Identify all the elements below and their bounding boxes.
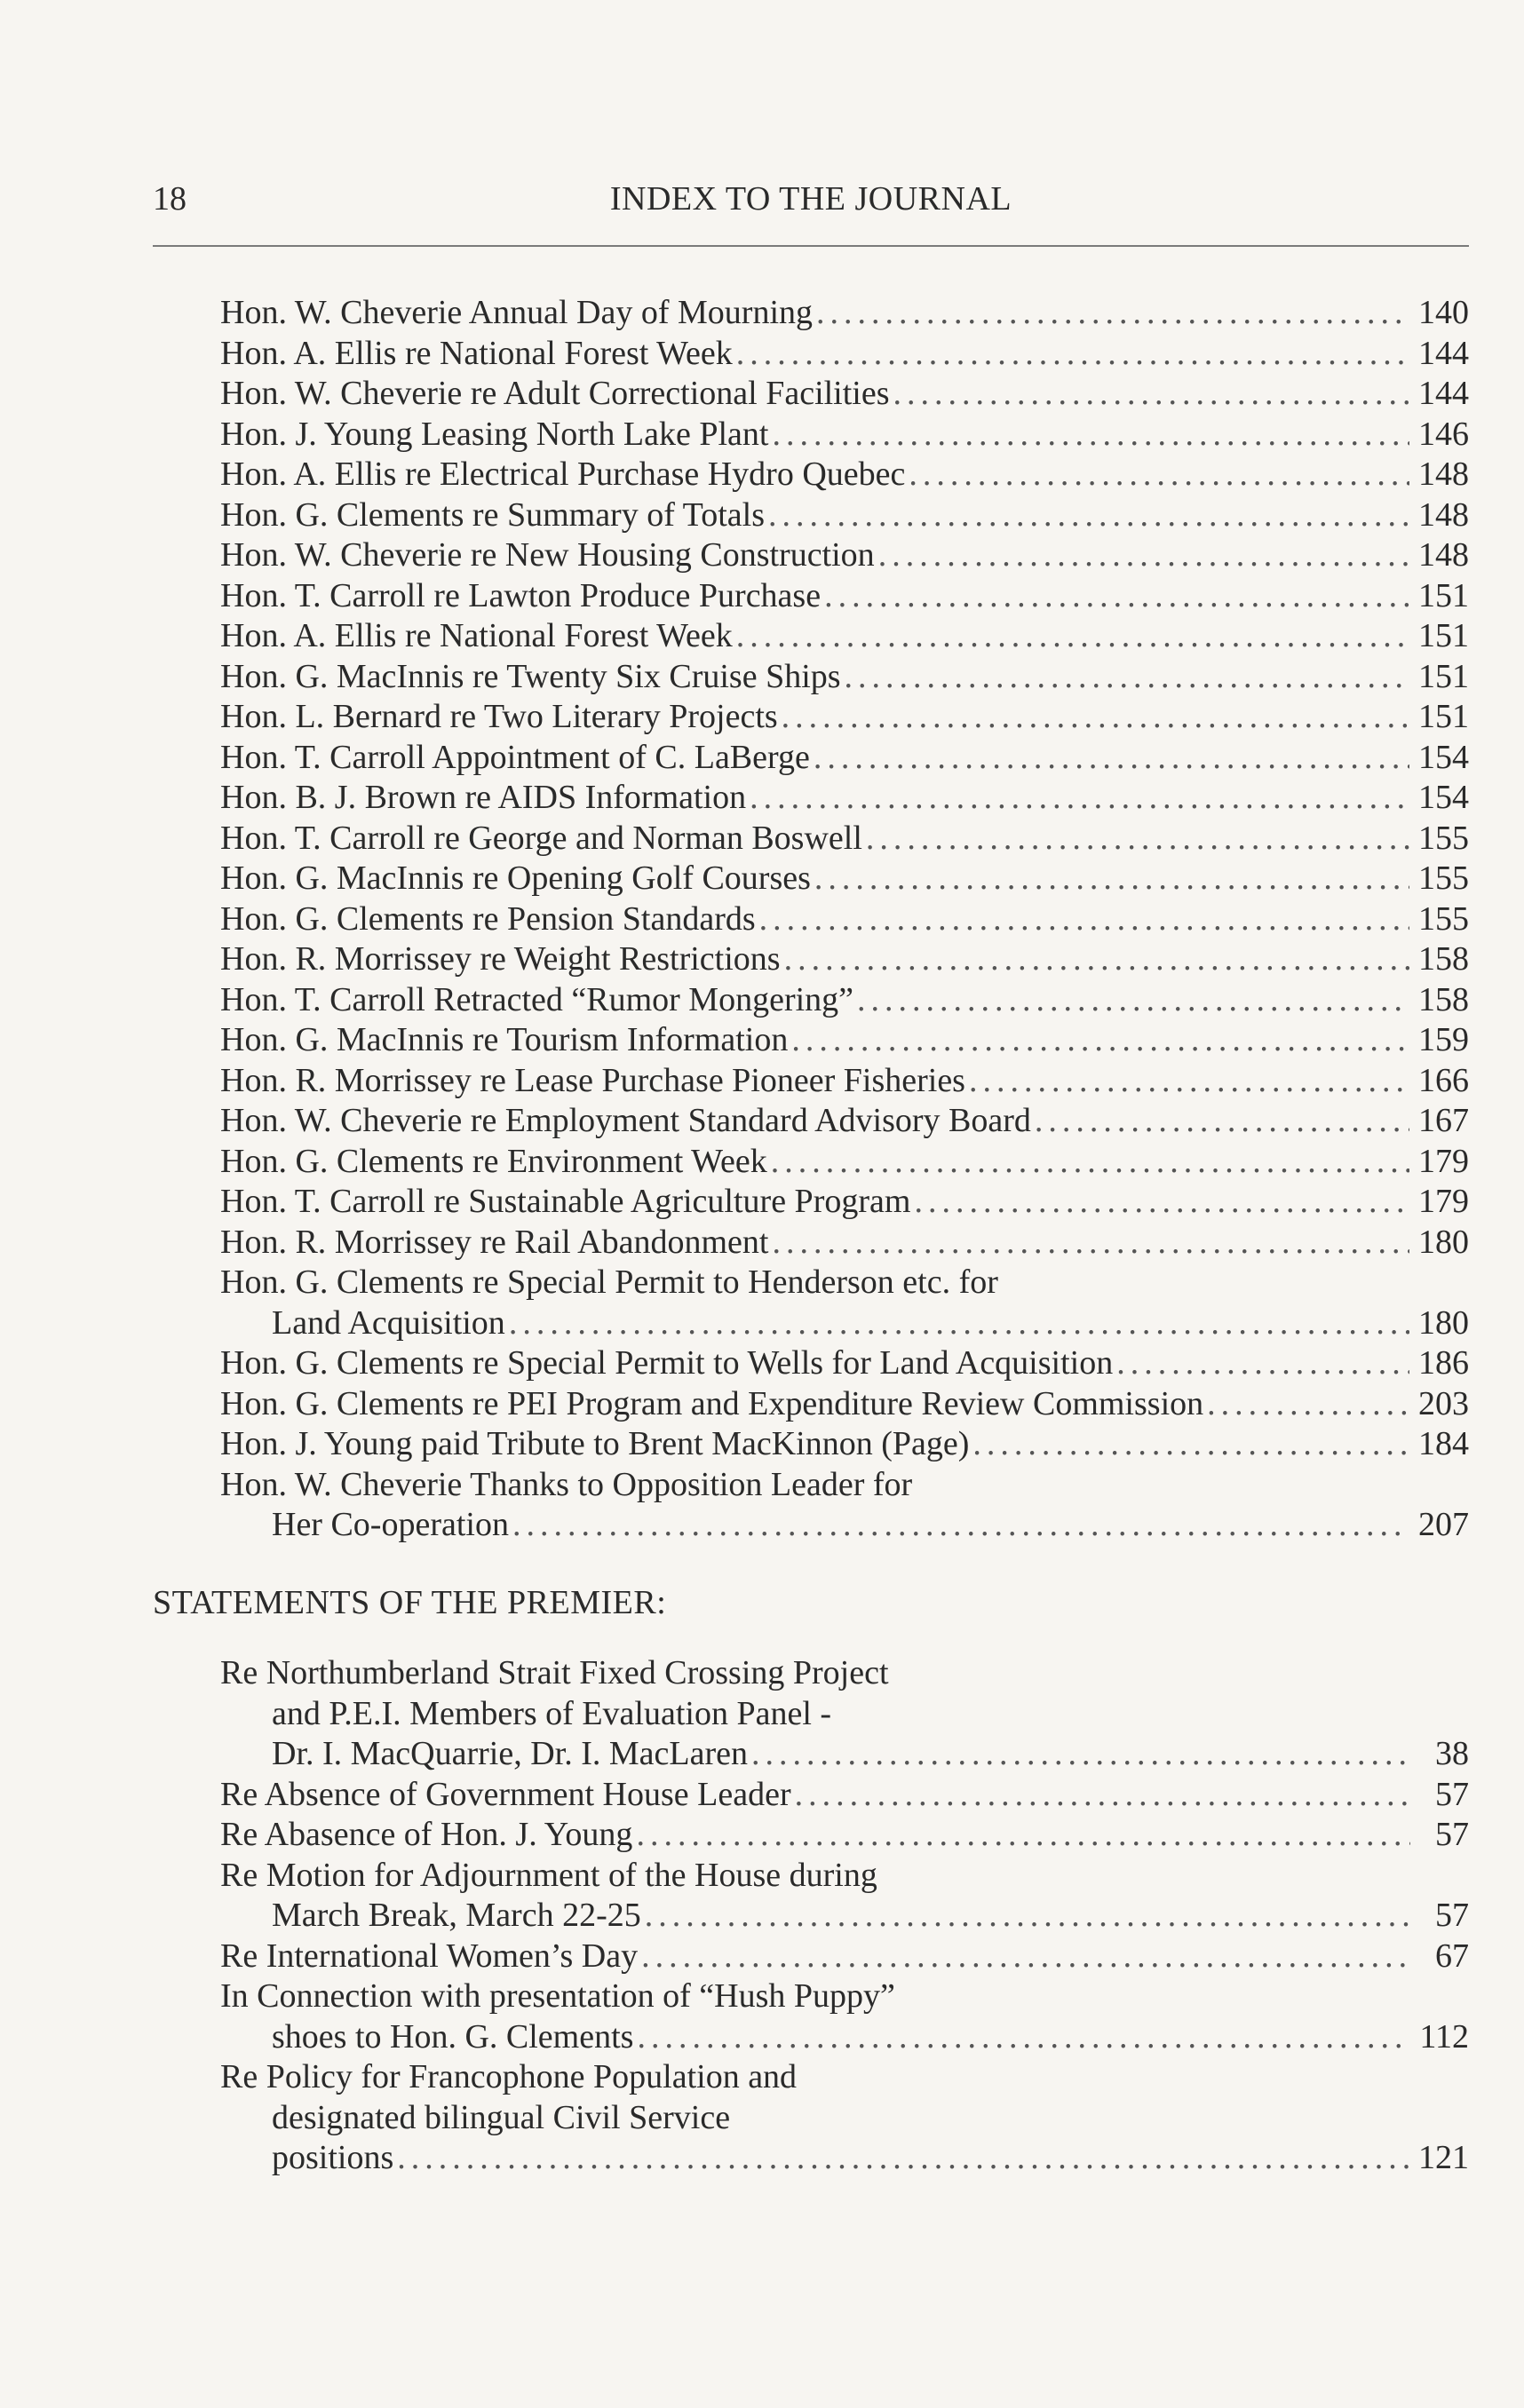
entry-line xyxy=(220,1101,1469,1142)
page-reference: 38 xyxy=(1435,1735,1469,1772)
entry-text: Hon. W. Cheverie re Employment Standard Advisory Board xyxy=(220,1102,1031,1139)
page-reference: 67 xyxy=(1435,1937,1469,1975)
dot-leader xyxy=(784,939,1409,980)
index-entry xyxy=(220,1653,1469,1775)
entry-continuation-line xyxy=(220,1896,1469,1937)
page-reference: 180 xyxy=(1418,1303,1469,1342)
entry-text: Hon. G. Clements re Summary of Totals xyxy=(220,495,766,534)
entry-line xyxy=(220,616,1469,657)
entry-text: Hon. A. Ellis re Electrical Purchase Hydro Quebec xyxy=(220,455,906,493)
page-reference: 186 xyxy=(1418,1344,1469,1382)
index-entry xyxy=(220,1263,1469,1343)
entry-line xyxy=(220,535,1469,576)
index-entry xyxy=(220,1101,1469,1142)
page-reference: 148 xyxy=(1418,455,1469,493)
dot-leader xyxy=(814,738,1409,779)
page-reference: 57 xyxy=(1435,1897,1469,1934)
entry-text: Hon. G. MacInnis re Tourism Information xyxy=(220,1021,789,1058)
entry-line xyxy=(220,1142,1469,1183)
index-entry xyxy=(220,415,1469,455)
entry-continuation-line xyxy=(220,1734,1469,1775)
dot-leader xyxy=(857,980,1409,1021)
entry-text: Re Absence of Government House Leader xyxy=(220,1775,791,1813)
page-reference: 151 xyxy=(1418,617,1469,654)
entry-text: Re Northumberland Strait Fixed Crossing Project xyxy=(220,1654,889,1691)
index-entry xyxy=(220,535,1469,576)
entry-text: Hon. G. MacInnis re Opening Golf Courses xyxy=(220,859,811,897)
entry-line xyxy=(220,1384,1469,1425)
entry-text: Hon. T. Carroll Appointment of C. LaBerge xyxy=(220,738,810,776)
entry-text: positions xyxy=(272,2139,394,2176)
entry-line xyxy=(220,1182,1469,1223)
dot-leader xyxy=(824,576,1409,617)
dot-leader xyxy=(1207,1384,1409,1425)
entry-continuation-line xyxy=(220,1505,1469,1546)
entry-text: Hon. L. Bernard re Two Literary Projects xyxy=(220,698,778,735)
index-entry xyxy=(220,1223,1469,1263)
page-reference: 144 xyxy=(1418,375,1469,412)
page-reference: 154 xyxy=(1418,779,1469,816)
premier-statements-list xyxy=(220,1653,1469,2179)
dot-leader xyxy=(736,334,1409,375)
dot-leader xyxy=(914,1182,1409,1223)
entry-line xyxy=(220,1424,1469,1465)
dot-leader xyxy=(641,1937,1410,1977)
dot-leader xyxy=(772,415,1409,455)
dot-leader xyxy=(782,697,1409,738)
entry-text: March Break, March 22-25 xyxy=(272,1897,641,1934)
dot-leader xyxy=(791,1020,1409,1061)
entry-line xyxy=(220,1976,1469,2017)
dot-leader xyxy=(636,1815,1410,1856)
dot-leader xyxy=(1116,1343,1409,1384)
page-reference: 158 xyxy=(1418,940,1469,978)
entry-line xyxy=(220,334,1469,375)
page-reference: 184 xyxy=(1418,1425,1469,1462)
entry-text: Hon. G. Clements re Environment Week xyxy=(220,1142,767,1180)
page-reference: 179 xyxy=(1418,1142,1469,1180)
entry-text: Re Abasence of Hon. J. Young xyxy=(220,1816,633,1853)
entry-line xyxy=(220,1653,1469,1694)
dot-leader xyxy=(969,1061,1409,1102)
index-entry xyxy=(220,1775,1469,1816)
entry-line xyxy=(220,495,1469,536)
page-reference: 159 xyxy=(1418,1021,1469,1058)
dot-leader xyxy=(509,1303,1409,1344)
page-reference: 148 xyxy=(1418,536,1469,574)
entry-text: Hon. G. Clements re Special Permit to Wells for Land Acquisition xyxy=(220,1344,1114,1382)
index-entry xyxy=(220,980,1469,1021)
entry-continuation-line xyxy=(220,1694,1469,1735)
dot-leader xyxy=(814,859,1409,899)
entry-line xyxy=(220,657,1469,698)
entry-continuation-line xyxy=(220,2138,1469,2179)
index-entry xyxy=(220,2057,1469,2179)
dot-leader xyxy=(645,1896,1410,1937)
entry-line xyxy=(220,778,1469,819)
index-entry xyxy=(220,697,1469,738)
entry-line xyxy=(220,697,1469,738)
dot-leader xyxy=(878,535,1409,576)
index-entry xyxy=(220,1343,1469,1384)
entry-line xyxy=(220,1061,1469,1102)
index-entry xyxy=(220,1815,1469,1856)
page-reference: 148 xyxy=(1418,495,1469,534)
page-reference: 179 xyxy=(1418,1183,1469,1220)
page-reference: 144 xyxy=(1418,334,1469,372)
index-entry xyxy=(220,1020,1469,1061)
entry-line xyxy=(220,1343,1469,1384)
dot-leader xyxy=(795,1775,1410,1816)
page-reference: 158 xyxy=(1418,980,1469,1018)
index-entry xyxy=(220,576,1469,617)
index-entry xyxy=(220,1384,1469,1425)
page-reference: 180 xyxy=(1418,1223,1469,1261)
entry-text: Hon. R. Morrissey re Lease Purchase Pioneer Fisheries xyxy=(220,1061,965,1099)
entry-line xyxy=(220,2057,1469,2098)
dot-leader xyxy=(772,1223,1409,1263)
entry-continuation-line xyxy=(220,2017,1469,2058)
dot-leader xyxy=(759,899,1409,940)
dot-leader xyxy=(972,1424,1409,1465)
dot-leader xyxy=(637,2017,1410,2058)
entry-line xyxy=(220,980,1469,1021)
entry-text: Hon. G. Clements re Pension Standards xyxy=(220,899,756,938)
entry-text: shoes to Hon. G. Clements xyxy=(272,2017,634,2056)
entry-line xyxy=(220,1223,1469,1263)
dot-leader xyxy=(1035,1101,1409,1142)
entry-text: Re Policy for Francophone Population and xyxy=(220,2058,798,2095)
entry-text: Hon. A. Ellis re National Forest Week xyxy=(220,334,733,372)
entry-line xyxy=(220,939,1469,980)
page-reference: 155 xyxy=(1418,899,1469,938)
entry-text: In Connection with presentation of “Hush Puppy” xyxy=(220,1977,895,2015)
index-entry xyxy=(220,778,1469,819)
entry-line xyxy=(220,1020,1469,1061)
page-reference: 155 xyxy=(1418,819,1469,857)
page-reference: 151 xyxy=(1418,576,1469,614)
page-reference: 57 xyxy=(1435,1816,1469,1853)
dot-leader xyxy=(750,778,1409,819)
index-entry xyxy=(220,657,1469,698)
entry-text: Hon. G. Clements re Special Permit to Henderson etc. for xyxy=(220,1263,998,1301)
index-entry xyxy=(220,939,1469,980)
page-reference: 57 xyxy=(1435,1775,1469,1813)
index-entry xyxy=(220,859,1469,899)
index-entry xyxy=(220,495,1469,536)
entry-text: Hon. A. Ellis re National Forest Week xyxy=(220,617,733,654)
entry-line xyxy=(220,819,1469,859)
index-entry xyxy=(220,1976,1469,2057)
entry-line xyxy=(220,1856,1469,1897)
entry-text: Hon. W. Cheverie Thanks to Opposition Leader for xyxy=(220,1465,913,1503)
page-reference: 166 xyxy=(1418,1061,1469,1099)
dot-leader xyxy=(768,495,1409,536)
entry-line xyxy=(220,738,1469,779)
entry-text: Hon. W. Cheverie re Adult Correctional Facilities xyxy=(220,375,890,412)
entry-line xyxy=(220,1775,1469,1816)
section-heading: STATEMENTS OF THE PREMIER: xyxy=(153,1584,667,1621)
entry-text: Hon. J. Young Leasing North Lake Plant xyxy=(220,415,769,453)
entry-text: Her Co-operation xyxy=(272,1506,509,1543)
page-reference: 155 xyxy=(1418,859,1469,897)
entry-text: Hon. T. Carroll re Lawton Produce Purchase xyxy=(220,576,822,614)
ministerial-statements-list xyxy=(220,293,1469,1546)
entry-text: Land Acquisition xyxy=(272,1303,505,1342)
entry-line xyxy=(220,1937,1469,1977)
index-entry xyxy=(220,1182,1469,1223)
page-reference: 151 xyxy=(1418,698,1469,735)
entry-text: Hon. R. Morrissey re Rail Abandonment xyxy=(220,1223,769,1261)
entry-line xyxy=(220,1465,1469,1506)
page-number: 18 xyxy=(153,180,187,218)
page-header xyxy=(153,174,1469,224)
entry-line xyxy=(220,293,1469,334)
entry-text: Hon. T. Carroll Retracted “Rumor Mongering” xyxy=(220,980,854,1018)
entry-text: Re International Women’s Day xyxy=(220,1937,639,1975)
index-entry xyxy=(220,334,1469,375)
page-reference: 121 xyxy=(1418,2139,1469,2176)
entry-line xyxy=(220,859,1469,899)
dot-leader xyxy=(893,374,1409,415)
page-reference: 203 xyxy=(1418,1384,1469,1422)
page-reference: 112 xyxy=(1419,2017,1469,2056)
index-entry xyxy=(220,374,1469,415)
entry-text: Hon. B. J. Brown re AIDS Information xyxy=(220,779,747,816)
dot-leader xyxy=(816,293,1409,334)
page-reference: 151 xyxy=(1418,657,1469,695)
index-entry xyxy=(220,616,1469,657)
entry-text: and P.E.I. Members of Evaluation Panel - xyxy=(272,1694,832,1732)
entry-continuation-line xyxy=(220,1303,1469,1344)
entry-line xyxy=(220,1815,1469,1856)
entry-line xyxy=(220,415,1469,455)
index-entry xyxy=(220,455,1469,495)
entry-text: Hon. W. Cheverie Annual Day of Mourning xyxy=(220,294,814,331)
entry-text: Re Motion for Adjournment of the House during xyxy=(220,1856,877,1894)
entry-line xyxy=(220,374,1469,415)
page-reference: 146 xyxy=(1418,415,1469,453)
running-title: INDEX TO THE JOURNAL xyxy=(609,180,1012,218)
entry-text: Hon. T. Carroll re Sustainable Agriculture Program xyxy=(220,1183,911,1220)
page-reference: 154 xyxy=(1418,738,1469,776)
entry-text: designated bilingual Civil Service xyxy=(272,2098,731,2136)
entry-text: Hon. G. Clements re PEI Program and Expenditure Review Commission xyxy=(220,1384,1204,1422)
dot-leader xyxy=(845,657,1409,698)
entry-line xyxy=(220,899,1469,940)
index-entry xyxy=(220,293,1469,334)
index-entry xyxy=(220,738,1469,779)
dot-leader xyxy=(771,1142,1409,1183)
dot-leader xyxy=(397,2138,1409,2179)
entry-text: Dr. I. MacQuarrie, Dr. I. MacLaren xyxy=(272,1735,748,1772)
dot-leader xyxy=(866,819,1409,859)
header-rule xyxy=(153,245,1469,247)
index-entry xyxy=(220,1937,1469,1977)
entry-text: Hon. T. Carroll re George and Norman Boswell xyxy=(220,819,862,857)
dot-leader xyxy=(909,455,1409,495)
entry-text: Hon. J. Young paid Tribute to Brent MacKinnon (Page) xyxy=(220,1425,970,1462)
entry-line xyxy=(220,455,1469,495)
entry-continuation-line xyxy=(220,2098,1469,2139)
entry-line xyxy=(220,1263,1469,1303)
index-entry xyxy=(220,1856,1469,1937)
entry-text: Hon. W. Cheverie re New Housing Construction xyxy=(220,536,875,574)
index-entry xyxy=(220,1142,1469,1183)
page-reference: 140 xyxy=(1418,294,1469,331)
index-entry xyxy=(220,899,1469,940)
dot-leader xyxy=(751,1734,1410,1775)
page-reference: 207 xyxy=(1418,1506,1469,1543)
index-entry xyxy=(220,1465,1469,1546)
entry-line xyxy=(220,576,1469,617)
dot-leader xyxy=(736,616,1409,657)
dot-leader xyxy=(512,1505,1409,1546)
index-entry xyxy=(220,1424,1469,1465)
index-entry xyxy=(220,819,1469,859)
entry-text: Hon. R. Morrissey re Weight Restrictions xyxy=(220,940,781,978)
index-entry xyxy=(220,1061,1469,1102)
entry-text: Hon. G. MacInnis re Twenty Six Cruise Ships xyxy=(220,657,841,695)
page-reference: 167 xyxy=(1418,1102,1469,1139)
